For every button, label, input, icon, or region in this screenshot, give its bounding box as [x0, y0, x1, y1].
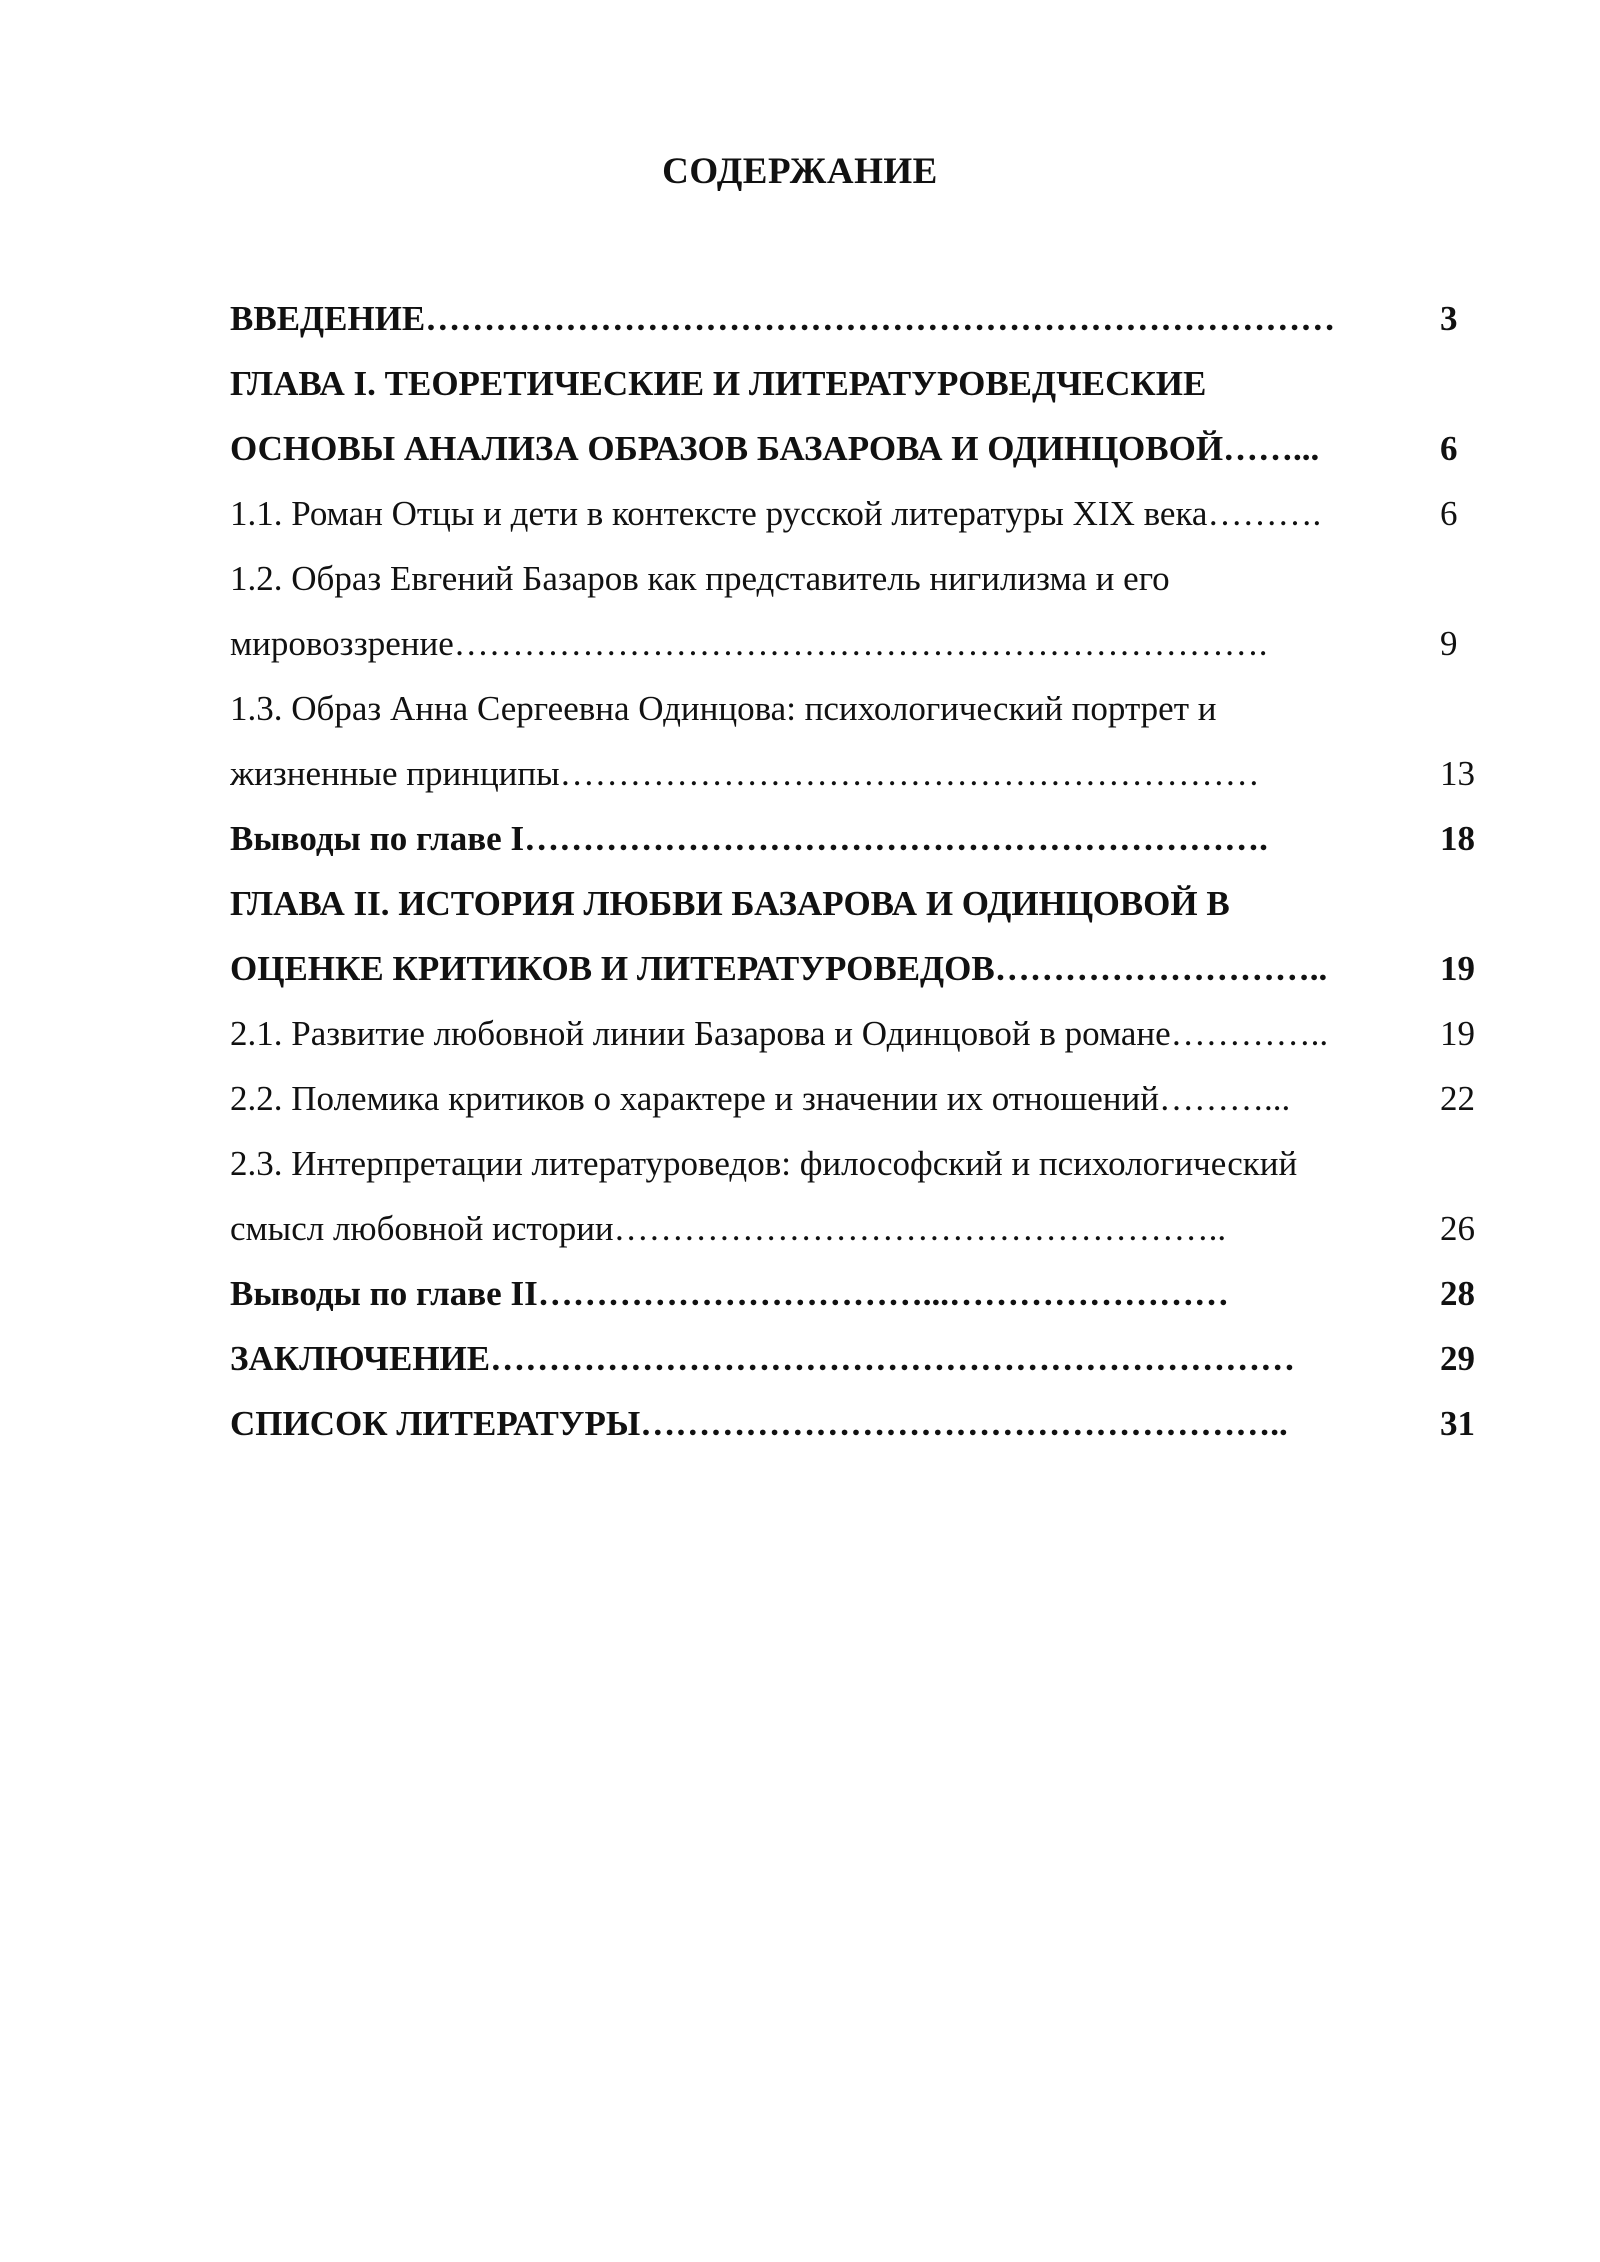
toc-line [230, 611, 1500, 676]
toc-page-number: 19 [1440, 949, 1475, 988]
toc-line [230, 481, 1500, 546]
toc-line [230, 1001, 1500, 1066]
toc-line-text: 2.3. Интерпретации литературоведов: философский и психологический [230, 1144, 1298, 1183]
toc-line [230, 351, 1500, 416]
toc-line [230, 1261, 1500, 1326]
toc-line-text: 1.1. Роман Отцы и дети в контексте русской литературы XIX века………. [230, 494, 1322, 533]
toc-line-text: ВВЕДЕНИЕ…………………………………………………………………… [230, 299, 1336, 338]
toc-line-text: мировоззрение……………………………………………………………. [230, 624, 1268, 663]
toc-page-number: 18 [1440, 819, 1475, 858]
toc-line [230, 546, 1500, 611]
toc-page-number: 31 [1440, 1404, 1475, 1443]
toc-line-text: СПИСОК ЛИТЕРАТУРЫ……………………………………………….. [230, 1404, 1288, 1443]
toc-page-number: 13 [1440, 754, 1475, 793]
toc-line [230, 1196, 1500, 1261]
toc-page-number: 29 [1440, 1339, 1475, 1378]
page-title: СОДЕРЖАНИЕ [662, 151, 938, 192]
toc-line [230, 741, 1500, 806]
toc-line [230, 416, 1500, 481]
toc-page-number: 28 [1440, 1274, 1475, 1313]
toc-line-text: Выводы по главе II……………………………...…………………… [230, 1274, 1229, 1313]
toc-line [230, 676, 1500, 741]
toc-line-text: ОСНОВЫ АНАЛИЗА ОБРАЗОВ БАЗАРОВА И ОДИНЦОВОЙ……... [230, 429, 1320, 468]
toc-line [230, 936, 1500, 1001]
toc-page-number: 19 [1440, 1014, 1475, 1053]
toc-line-text: жизненные принципы…………………………………………………… [230, 754, 1260, 793]
toc-line [230, 1391, 1500, 1456]
toc-line [230, 1326, 1500, 1391]
toc-line [230, 806, 1500, 871]
toc-line-text: ГЛАВА II. ИСТОРИЯ ЛЮБВИ БАЗАРОВА И ОДИНЦОВОЙ В [230, 884, 1230, 923]
toc-page-number: 22 [1440, 1079, 1475, 1118]
toc-line [230, 1131, 1500, 1196]
toc-page-number: 9 [1440, 624, 1458, 663]
toc-line-text: ОЦЕНКЕ КРИТИКОВ И ЛИТЕРАТУРОВЕДОВ……………………….. [230, 949, 1328, 988]
toc-line [230, 286, 1500, 351]
toc-line-text: ГЛАВА I. ТЕОРЕТИЧЕСКИЕ И ЛИТЕРАТУРОВЕДЧЕСКИЕ [230, 364, 1207, 403]
toc-line-text: 2.1. Развитие любовной линии Базарова и Одинцовой в романе………….. [230, 1014, 1329, 1053]
toc-line-text: 1.2. Образ Евгений Базаров как представитель нигилизма и его [230, 559, 1170, 598]
toc-line-text: ЗАКЛЮЧЕНИЕ…………………………………………………………… [230, 1339, 1296, 1378]
toc-line-text: 2.2. Полемика критиков о характере и значении их отношений………... [230, 1079, 1291, 1118]
toc-line-text: Выводы по главе I………………………………………………………. [230, 819, 1268, 858]
toc-page-number: 6 [1440, 494, 1458, 533]
toc-line [230, 871, 1500, 936]
toc-page-number: 26 [1440, 1209, 1475, 1248]
toc-page-number: 6 [1440, 429, 1458, 468]
toc-line-text: 1.3. Образ Анна Сергеевна Одинцова: психологический портрет и [230, 689, 1217, 728]
toc-line-text: смысл любовной истории…………………………………………….. [230, 1209, 1227, 1248]
table-of-contents [230, 286, 1500, 1456]
toc-page-number: 3 [1440, 299, 1458, 338]
toc-line [230, 1066, 1500, 1131]
